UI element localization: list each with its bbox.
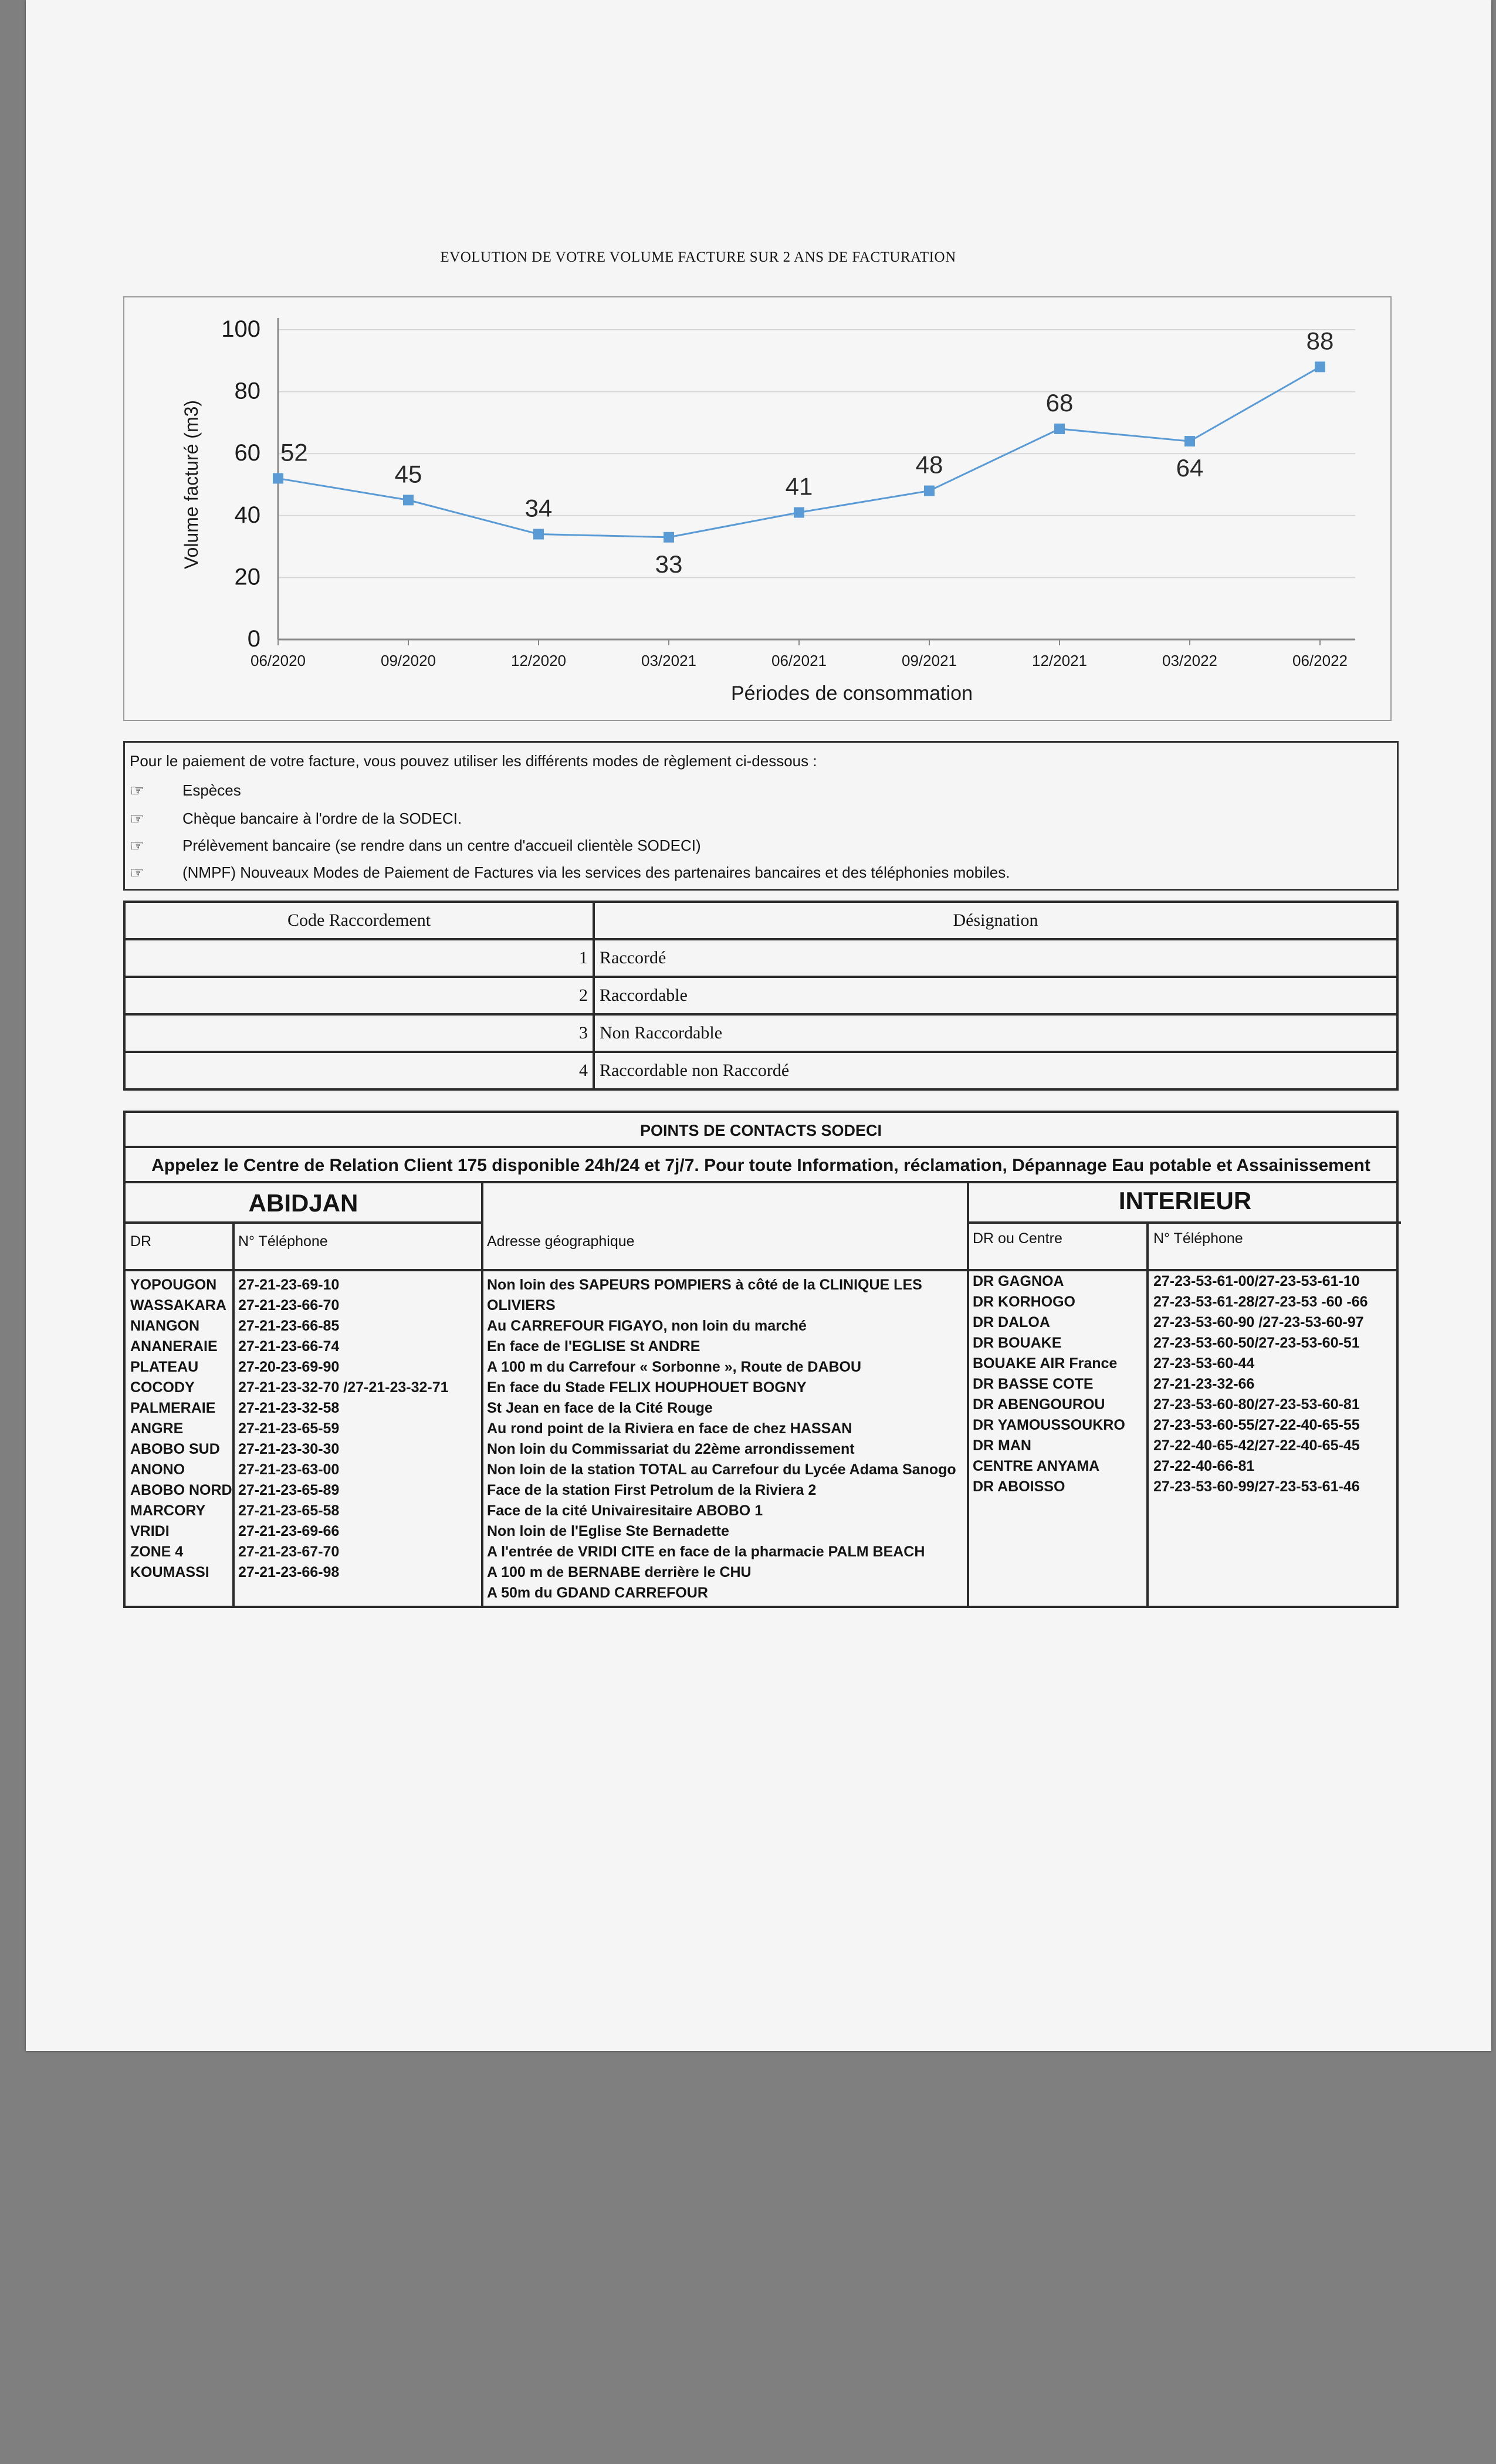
payment-intro: Pour le paiement de votre facture, vous pouvez utiliser les différents modes de règlement ci-dessous : [130,752,817,770]
abidjan-address-list [487,1275,956,1603]
dr-name: DR DALOA [973,1314,1050,1331]
phone-number: 27-21-23-30-30 [238,1441,340,1457]
address-column-header: Adresse géographique [487,1233,635,1250]
x-tick-label: 09/2021 [902,652,957,669]
address-line: Non loin des SAPEURS POMPIERS à côté de la CLINIQUE LES [487,1277,922,1293]
x-tick-label: 09/2020 [381,652,436,669]
data-point [664,532,674,543]
raccordement-header-row [124,902,1397,939]
dr-name: COCODY [130,1379,195,1396]
dr-name: KOUMASSI [130,1564,209,1580]
phone-number: 27-22-40-66-81 [1153,1458,1255,1474]
address-line: En face de l'EGLISE St ANDRE [487,1338,700,1355]
phone-number: 27-22-40-65-42/27-22-40-65-45 [1153,1437,1360,1454]
dr-name: ZONE 4 [130,1544,184,1560]
dr-name: DR GAGNOA [973,1273,1064,1289]
y-tick-label: 40 [234,502,260,528]
payment-mode-item [130,808,462,828]
phone-number: 27-23-53-61-28/27-23-53 -60 -66 [1153,1294,1368,1310]
address-line: Au CARREFOUR FIGAYO, non loin du marché [487,1318,807,1334]
x-axis-title: Périodes de consommation [730,682,973,705]
code-raccordement-header: Code Raccordement [124,902,594,939]
dr-name: DR ABENGOUROU [973,1396,1105,1413]
table-row [124,1052,1397,1089]
y-tick-label: 0 [247,626,260,652]
data-label: 34 [524,494,553,522]
dr-name: BOUAKE AIR France [973,1355,1118,1372]
interieur-telephone-list [1153,1271,1368,1497]
data-point [794,507,804,518]
dr-name: NIANGON [130,1318,200,1334]
address-line: Non loin de la station TOTAL au Carrefour du Lycée Adama Sanogo [487,1461,956,1478]
phone-number: 27-21-23-32-58 [238,1400,340,1416]
pointing-hand-icon: ☞ [130,809,145,828]
x-tick-label: 12/2021 [1032,652,1087,669]
row-divider [967,1221,1401,1224]
dr-name: CENTRE ANYAMA [973,1458,1100,1474]
y-axis-title: Volume facturé (m3) [181,400,202,570]
address-line: A 50m du GDAND CARREFOUR [487,1585,708,1601]
column-divider [232,1224,235,1606]
interieur-dr-list [973,1271,1125,1497]
data-point [533,529,544,539]
address-line: Au rond point de la Riviera en face de chez HASSAN [487,1420,852,1437]
dr-name: YOPOUGON [130,1277,217,1293]
raccordement-table [123,901,1399,1091]
phone-number: 27-21-23-65-59 [238,1420,340,1437]
y-tick-label: 100 [221,316,260,342]
dr-name: DR MAN [973,1437,1031,1454]
contacts-table [123,1111,1399,1608]
x-tick-label: 06/2021 [771,652,827,669]
address-line: Non loin de l'Eglise Ste Bernadette [487,1523,729,1539]
column-divider [967,1183,969,1606]
column-divider [1146,1224,1149,1606]
data-label: 64 [1176,454,1204,482]
abidjan-dr-list [130,1275,232,1583]
phone-number: 27-21-23-32-70 /27-21-23-32-71 [238,1379,449,1396]
phone-number: 27-21-23-65-58 [238,1502,340,1519]
phone-number: 27-21-23-65-89 [238,1482,340,1498]
raccordement-designation: Raccordable [594,977,1397,1014]
data-label: 48 [915,451,943,479]
data-point [1315,361,1325,372]
data-label: 88 [1306,327,1334,355]
payment-mode-item [130,862,1010,882]
dr-name: WASSAKARA [130,1297,226,1314]
phone-number: 27-21-23-32-66 [1153,1376,1255,1392]
phone-number: 27-23-53-60-55/27-22-40-65-55 [1153,1417,1360,1433]
y-tick-label: 20 [234,564,260,590]
data-point [273,473,283,483]
phone-number: 27-21-23-67-70 [238,1544,340,1560]
raccordement-code: 1 [124,939,594,977]
address-line: Face de la station First Petrolum de la Riviera 2 [487,1482,817,1498]
interieur-label: INTERIEUR [1118,1187,1252,1214]
volume-chart [123,296,1392,721]
address-line: OLIVIERS [487,1297,556,1314]
data-label: 68 [1045,388,1074,417]
x-tick-label: 03/2021 [641,652,696,669]
dr-column-header: DR [130,1233,152,1250]
dr-name: VRIDI [130,1523,170,1539]
telephone-column-header: N° Téléphone [238,1233,328,1250]
address-line: A l'entrée de VRIDI CITE en face de la pharmacie PALM BEACH [487,1544,925,1560]
dr-name: ABOBO NORD [130,1482,232,1498]
phone-number: 27-23-53-60-99/27-23-53-61-46 [1153,1478,1360,1495]
pointing-hand-icon: ☞ [130,781,145,800]
x-tick-label: 06/2020 [251,652,306,669]
phone-number: 27-23-53-61-00/27-23-53-61-10 [1153,1273,1360,1289]
dr-centre-column-header: DR ou Centre [973,1230,1062,1247]
pointing-hand-icon: ☞ [130,863,145,882]
payment-methods-box [123,741,1399,891]
dr-name: DR ABOISSO [973,1478,1065,1495]
phone-number: 27-21-23-66-74 [238,1338,340,1355]
payment-mode-item [130,835,701,855]
raccordement-code: 3 [124,1014,594,1052]
phone-number: 27-23-53-60-80/27-23-53-60-81 [1153,1396,1360,1413]
pointing-hand-icon: ☞ [130,836,145,855]
phone-number: 27-21-23-66-85 [238,1318,340,1334]
dr-name: MARCORY [130,1502,206,1519]
phone-number: 27-21-23-66-98 [238,1564,340,1580]
data-label: 45 [394,460,422,488]
chart-section-title: EVOLUTION DE VOTRE VOLUME FACTURE SUR 2 ANS DE FACTURATION [440,249,956,265]
payment-mode-label: Espèces [182,781,241,799]
dr-name: DR BOUAKE [973,1335,1062,1351]
data-point [1184,436,1195,446]
column-divider [481,1183,483,1606]
phone-number: 27-23-53-60-50/27-23-53-60-51 [1153,1335,1360,1351]
address-line: En face du Stade FELIX HOUPHOUET BOGNY [487,1379,807,1396]
address-line: Face de la cité Univairesitaire ABOBO 1 [487,1502,763,1519]
dr-name: ANONO [130,1461,185,1478]
raccordement-code: 4 [124,1052,594,1089]
dr-name: DR BASSE COTE [973,1376,1094,1392]
contacts-banner: Appelez le Centre de Relation Client 175 disponible 24h/24 et 7j/7. Pour toute Information, réclamation, Dépannage Eau potable et Assainissement [126,1148,1396,1183]
x-tick-label: 03/2022 [1162,652,1217,669]
phone-number: 27-21-23-63-00 [238,1461,340,1478]
dr-name: ABOBO SUD [130,1441,220,1457]
raccordement-designation: Raccordable non Raccordé [594,1052,1397,1089]
x-tick-label: 12/2020 [511,652,566,669]
contacts-title: POINTS DE CONTACTS SODECI [126,1113,1396,1148]
payment-mode-label: Prélèvement bancaire (se rendre dans un centre d'accueil clientèle SODECI) [182,836,701,854]
payment-mode-item [130,780,241,800]
x-tick-label: 06/2022 [1292,652,1348,669]
data-label: 41 [785,472,813,500]
dr-name: ANGRE [130,1420,184,1437]
address-line: A 100 m de BERNABE derrière le CHU [487,1564,752,1580]
volume-chart-svg [124,297,1390,720]
abidjan-label: ABIDJAN [248,1189,358,1217]
row-divider [126,1221,481,1224]
table-row [124,977,1397,1014]
dr-name: ANANERAIE [130,1338,218,1355]
data-point [924,486,935,496]
dr-name: PLATEAU [130,1359,199,1375]
dr-name: PALMERAIE [130,1400,216,1416]
data-label: 33 [655,550,683,578]
phone-number: 27-20-23-69-90 [238,1359,340,1375]
phone-number: 27-21-23-66-70 [238,1297,340,1314]
table-row [124,1014,1397,1052]
table-row [124,939,1397,977]
telephone-column-header: N° Téléphone [1153,1230,1243,1247]
phone-number: 27-23-53-60-90 /27-23-53-60-97 [1153,1314,1364,1331]
address-line: A 100 m du Carrefour « Sorbonne », Route de DABOU [487,1359,862,1375]
phone-number: 27-21-23-69-66 [238,1523,340,1539]
raccordement-code: 2 [124,977,594,1014]
y-tick-label: 60 [234,440,260,466]
data-label: 52 [280,438,308,466]
dr-name: DR KORHOGO [973,1294,1075,1310]
y-tick-label: 80 [234,378,260,404]
designation-header: Désignation [594,902,1397,939]
raccordement-designation: Raccordé [594,939,1397,977]
address-line: Non loin du Commissariat du 22ème arrondissement [487,1441,855,1457]
payment-mode-label: (NMPF) Nouveaux Modes de Paiement de Factures via les services des partenaires bancaires et des téléphonies mobiles. [182,863,1010,881]
raccordement-designation: Non Raccordable [594,1014,1397,1052]
data-point [1054,424,1065,434]
abidjan-telephone-list [238,1275,449,1583]
data-point [403,495,414,505]
payment-mode-label: Chèque bancaire à l'ordre de la SODECI. [182,809,462,827]
phone-number: 27-23-53-60-44 [1153,1355,1255,1372]
phone-number: 27-21-23-69-10 [238,1277,340,1293]
dr-name: DR YAMOUSSOUKRO [973,1417,1125,1433]
address-line: St Jean en face de la Cité Rouge [487,1400,713,1416]
